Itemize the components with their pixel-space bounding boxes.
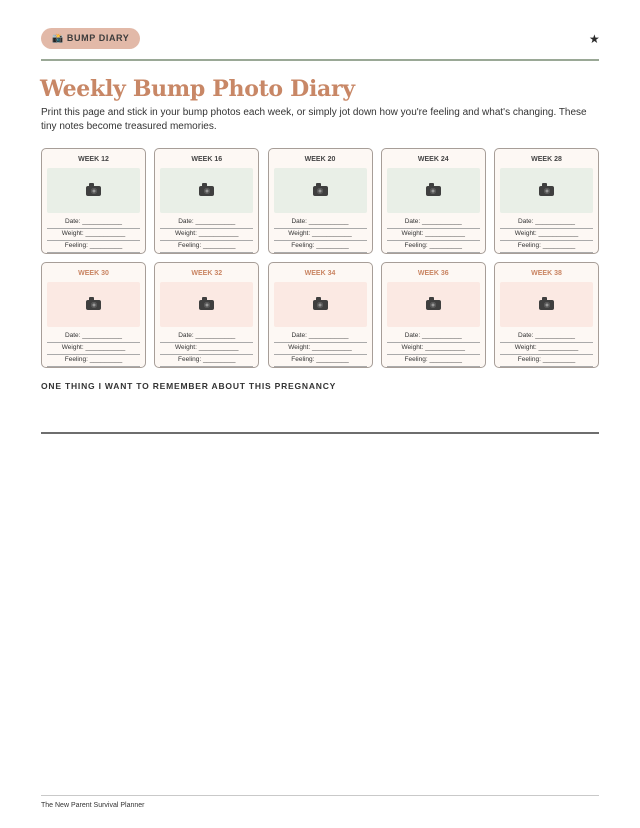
date-field: Date: ___________ [274, 331, 367, 343]
week-card [41, 262, 146, 368]
feeling-field: Feeling: _________ [160, 241, 253, 253]
week-label: WEEK 28 [531, 156, 562, 163]
camera-icon [313, 300, 328, 310]
date-field: Date: ___________ [500, 331, 593, 343]
week-card [268, 262, 373, 368]
feeling-field: Feeling: _________ [47, 241, 140, 253]
week-card [268, 148, 373, 254]
photo-slot [500, 282, 593, 327]
date-field: Date: ___________ [160, 217, 253, 229]
badge-label: 📸 BUMP DIARY [52, 33, 130, 43]
date-field: Date: ___________ [387, 331, 480, 343]
bump-diary-badge [41, 28, 140, 49]
note-fields [274, 217, 367, 253]
weight-field: Weight: ___________ [500, 229, 593, 241]
intro-text: Print this page and stick in your bump photos each week, or simply jot down how you're feeling and what's changing. These tiny notes become treasured memories. [41, 107, 587, 132]
date-field: Date: ___________ [160, 331, 253, 343]
feeling-field: Feeling: _________ [160, 355, 253, 367]
camera-icon [539, 186, 554, 196]
photo-slot [160, 168, 253, 213]
note-fields [47, 217, 140, 253]
note-fields [274, 331, 367, 367]
feeling-field: Feeling: _________ [47, 355, 140, 367]
feeling-field: Feeling: _________ [274, 241, 367, 253]
week-label: WEEK 38 [531, 270, 562, 277]
camera-icon [313, 186, 328, 196]
remember-heading: ONE THING I WANT TO REMEMBER ABOUT THIS PREGNANCY [41, 381, 337, 391]
remember-write-line [41, 432, 599, 434]
date-field: Date: ___________ [274, 217, 367, 229]
note-fields [160, 331, 253, 367]
week-card [154, 148, 259, 254]
week-card [154, 262, 259, 368]
photo-slot [160, 282, 253, 327]
header-divider [41, 59, 599, 61]
camera-icon [426, 186, 441, 196]
photo-slot [387, 282, 480, 327]
feeling-field: Feeling: _________ [500, 355, 593, 367]
photo-slot [274, 168, 367, 213]
star-icon: ★ [589, 32, 600, 46]
week-card [381, 262, 486, 368]
photo-slot [47, 282, 140, 327]
camera-icon [199, 300, 214, 310]
photo-slot [47, 168, 140, 213]
weight-field: Weight: ___________ [387, 343, 480, 355]
note-fields [387, 331, 480, 367]
photo-slot [387, 168, 480, 213]
photo-card-grid [41, 148, 599, 368]
feeling-field: Feeling: _________ [500, 241, 593, 253]
week-label: WEEK 36 [417, 270, 449, 277]
note-fields [387, 217, 480, 253]
camera-icon [199, 186, 214, 196]
photo-slot [274, 282, 367, 327]
weight-field: Weight: ___________ [500, 343, 593, 355]
date-field: Date: ___________ [47, 217, 140, 229]
date-field: Date: ___________ [387, 217, 480, 229]
note-fields [500, 217, 593, 253]
date-field: Date: ___________ [500, 217, 593, 229]
camera-icon [86, 186, 101, 196]
week-label: WEEK 20 [304, 156, 336, 163]
weight-field: Weight: ___________ [160, 229, 253, 241]
week-label: WEEK 34 [304, 270, 336, 277]
weight-field: Weight: ___________ [274, 229, 367, 241]
camera-icon [539, 300, 554, 310]
feeling-field: Feeling: _________ [274, 355, 367, 367]
week-label: WEEK 16 [191, 156, 223, 163]
week-card [381, 148, 486, 254]
camera-icon [86, 300, 101, 310]
week-label: WEEK 30 [78, 270, 109, 277]
weight-field: Weight: ___________ [274, 343, 367, 355]
weight-field: Weight: ___________ [47, 343, 140, 355]
week-card [494, 262, 599, 368]
week-label: WEEK 24 [417, 156, 449, 163]
week-card [494, 148, 599, 254]
note-fields [47, 331, 140, 367]
feeling-field: Feeling: _________ [387, 241, 480, 253]
weight-field: Weight: ___________ [47, 229, 140, 241]
page-title: Weekly Bump Photo Diary [40, 76, 355, 102]
weight-field: Weight: ___________ [387, 229, 480, 241]
note-fields [500, 331, 593, 367]
date-field: Date: ___________ [47, 331, 140, 343]
weight-field: Weight: ___________ [160, 343, 253, 355]
footer-divider [41, 795, 599, 796]
week-card [41, 148, 146, 254]
week-label: WEEK 32 [191, 270, 223, 277]
photo-slot [500, 168, 593, 213]
feeling-field: Feeling: _________ [387, 355, 480, 367]
footer-text: The New Parent Survival Planner [41, 802, 145, 809]
week-label: WEEK 12 [78, 156, 109, 163]
camera-icon [426, 300, 441, 310]
note-fields [160, 217, 253, 253]
